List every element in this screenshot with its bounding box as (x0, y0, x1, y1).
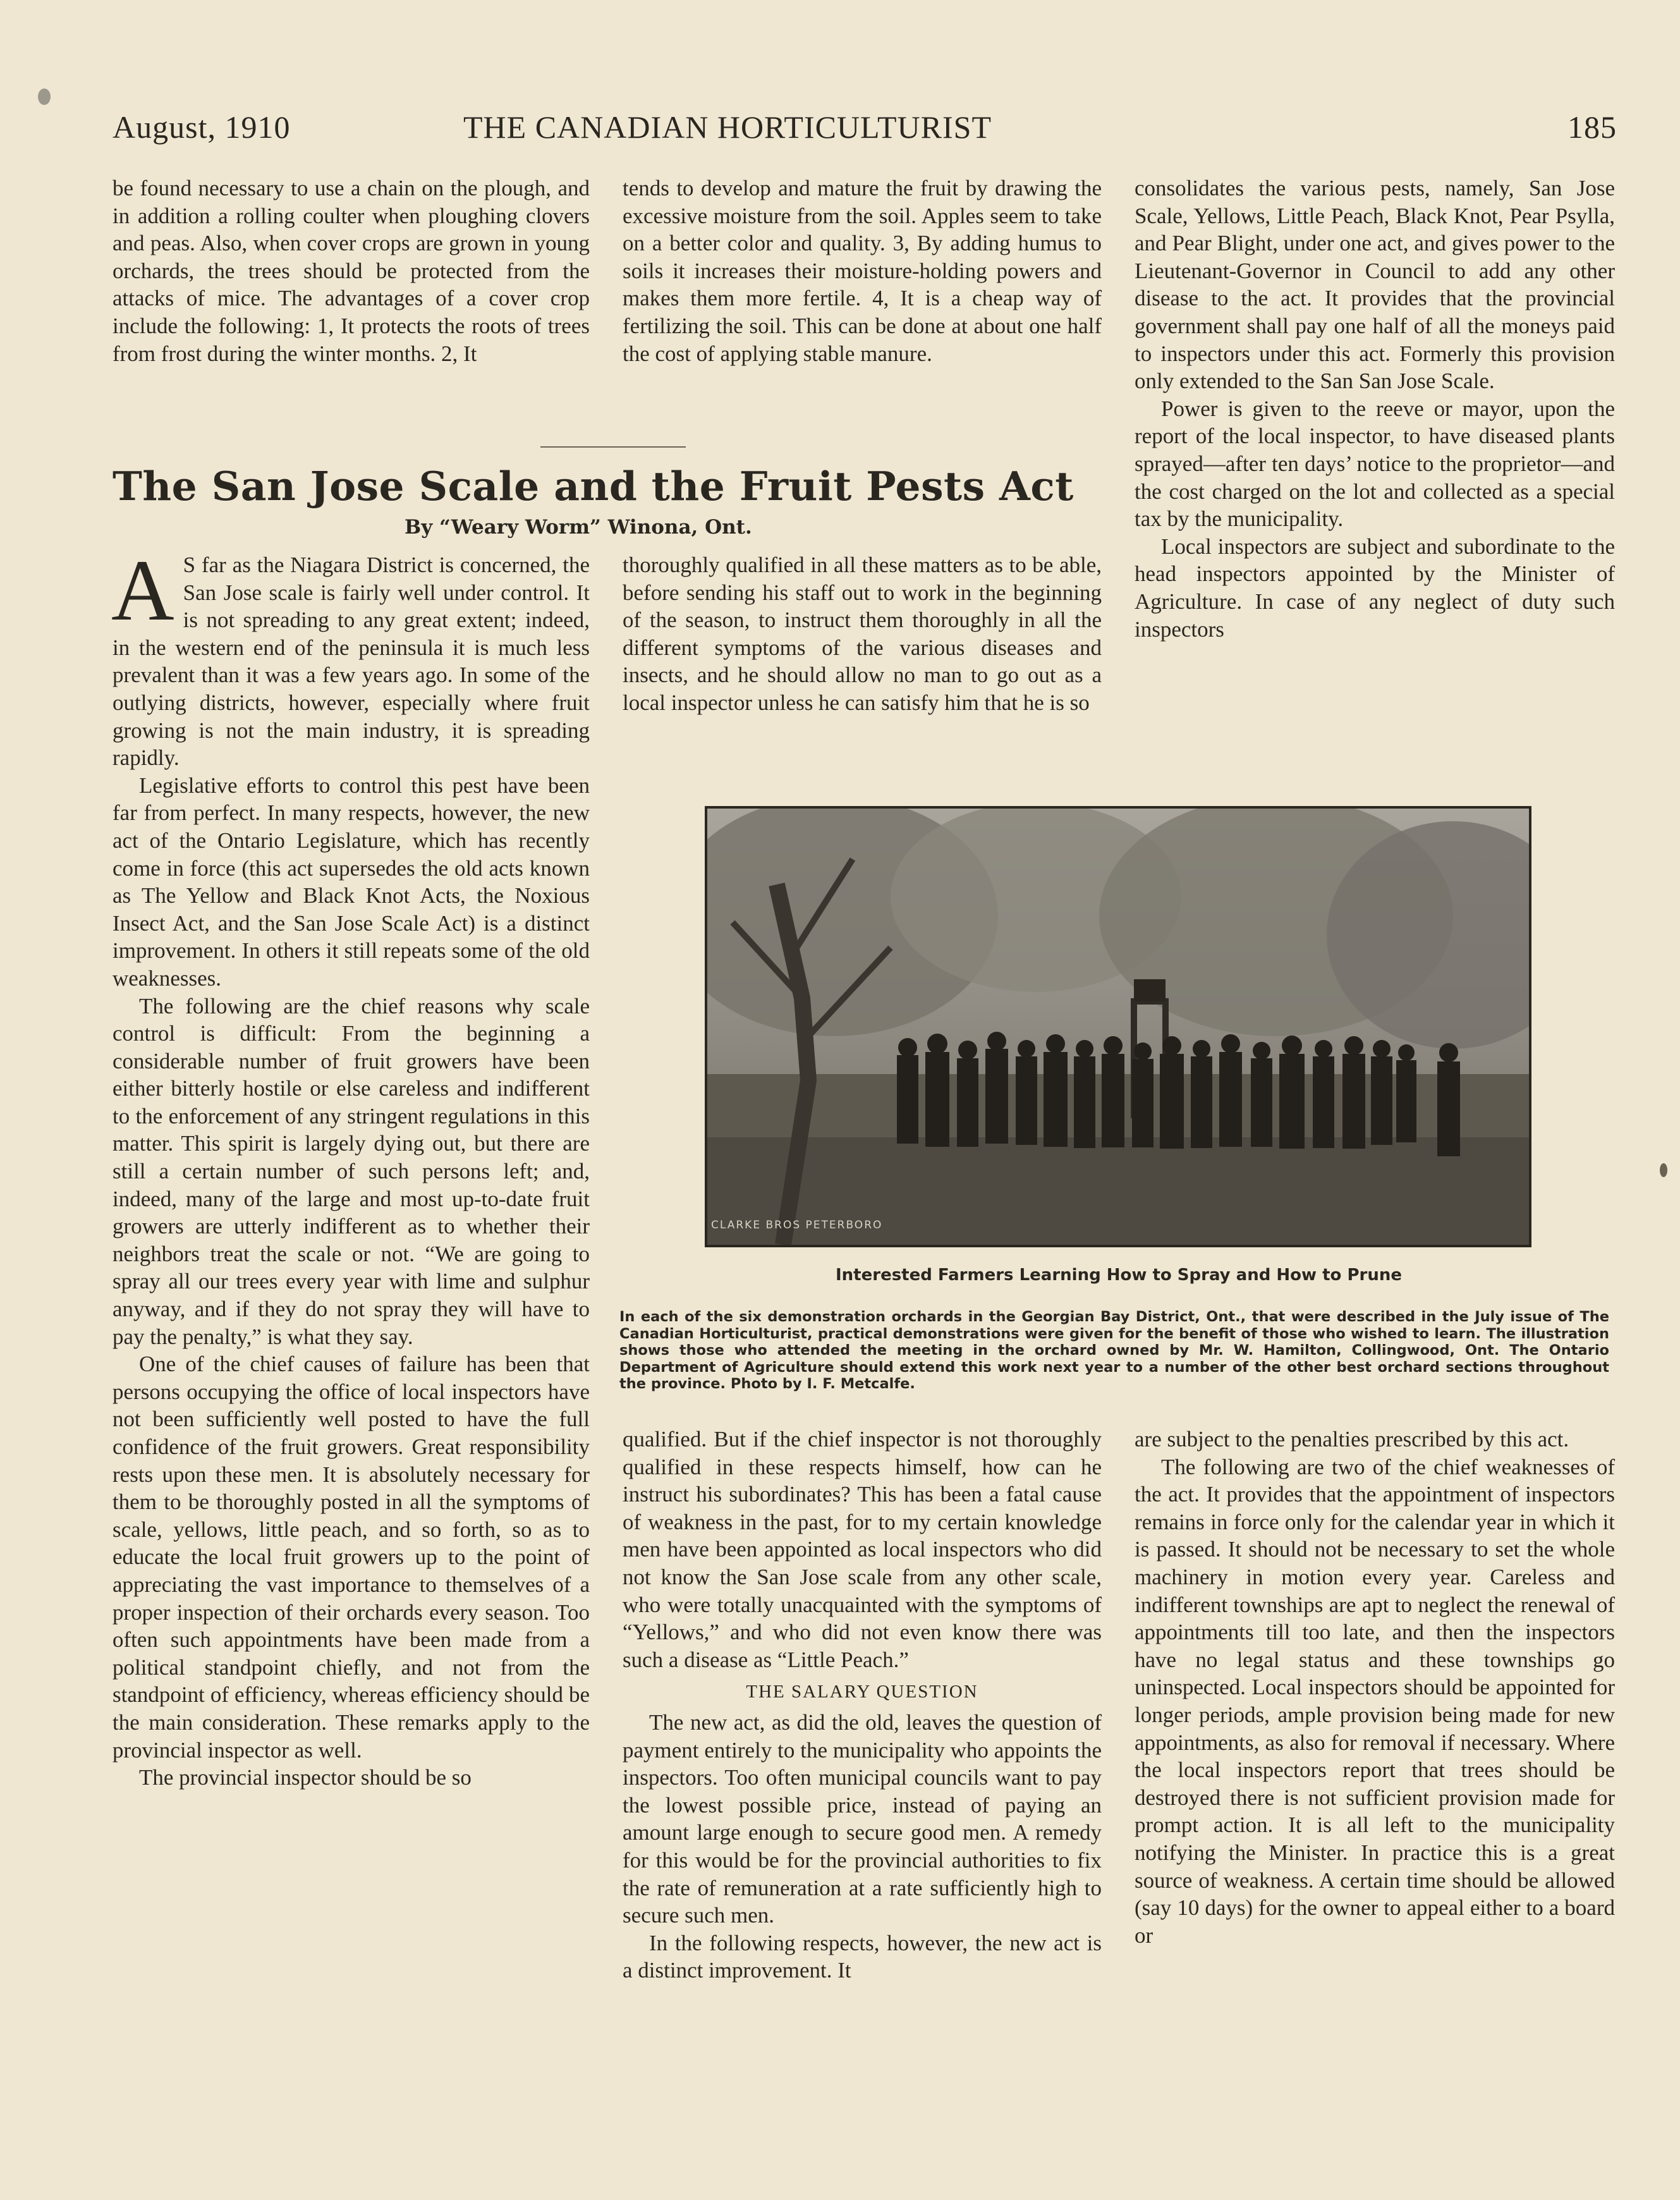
publication-title: THE CANADIAN HORTICULTURIST (463, 109, 992, 145)
article-title: The San Jose Scale and the Fruit Pests Act (113, 463, 1074, 510)
paragraph: The following are the chief reasons why scale control is difficult: From the beginning a considerable number of fruit growers have been either bitterly hostile or else careless and indifferent to the enforcement of any stringent regulations in this matter. This spirit is largely dying out, but there are still a certain number of such persons left; and, indeed, many of the large and most up-to-date fruit growers are utterly indifferent as to whether their neighbors treat the scale or not. “We are going to spray all our trees every year with lime and sulphur anyway, and if they do not spray they will have to pay the penalty,” is what they say. (113, 993, 590, 1349)
issue-date: August, 1910 (113, 109, 291, 145)
figure-caption-text: In each of the six demonstration orchards in the Georgian Bay District, Ont., that were described in the July issue of The Canadian Horticulturist, practical demonstrations were given for the benefit of those who wished to learn. The illustration shows those who attended the meeting in the orchard owned by Mr. W. Hamilton, Collingwood, Ont. The Ontario Department of Agriculture should extend this work next year to a number of the other best orchard sections throughout the province. Photo by I. F. Metcalfe. (619, 1309, 1609, 1392)
paragraph: The following are two of the chief weaknesses of the act. It provides that the appointment of inspectors remains in force only for the calendar year in which it is passed. It should not be necessary to set the whole machinery in motion every year. Careless and indifferent townships are apt to neglect the renewal of appointments till too late, and then the inspectors have no legal status and these townships go uninspected. Local inspectors should be appointed for longer periods, ample provision being made for new appointments, as also for removal if necessary. Where the local inspectors report that trees should be destroyed there is not sufficient provision made for prompt action. It is all left to the municipality notifying the Minister. In practice this is a great source of weakness. A certain time should be allowed (say 10 days) for the owner to appeal either to a board or (1135, 1454, 1615, 1948)
article-column-left (111, 542, 590, 1792)
figure-caption-title: Interested Farmers Learning How to Spray and How to Prune (836, 1266, 1402, 1285)
paragraph: be found necessary to use a chain on the plough, and in addition a rolling coulter when ploughing clovers and peas. Also, when cover crops are grown in young orchards, the trees should be protected from the attacks of mice. The advantages of a cover crop include the following: 1, It protects the roots of trees from frost during the winter months. 2, It (113, 176, 590, 366)
orchard-photograph (705, 806, 1531, 1247)
photographer-mark: CLARKE BROS PETERBORO (711, 1219, 883, 1231)
paragraph: Power is given to the reeve or mayor, upon the report of the local inspector, to have diseased plants sprayed—after ten days’ notice to the proprietor—and the cost charged on the lot and collected as a special tax by the municipality. (1135, 396, 1615, 532)
article-column-middle-bottom (623, 1426, 1102, 1984)
paragraph: tends to develop and mature the fruit by drawing the excessive moisture from the soil. Apples seem to take on a better color and quality. 3, By adding humus to soils it increases their moisture-holding powers and makes them more fertile. 4, It is a cheap way of fertilizing the soil. This can be done at about one half the cost of applying stable manure. (623, 176, 1102, 366)
page-number: 185 (1567, 109, 1617, 145)
paragraph: thoroughly qualified in all these matters as to be able, before sending his staff out to work in the beginning of the season, to instruct them thoroughly in all the different symptoms of the various diseases and insects, and he should allow no man to go out as a local inspector unless he can satisfy him that he is so (623, 553, 1102, 715)
paragraph-opening: A S far as the Niagara District is concerned, the San Jose scale is fairly well under control. It is not spreading to any great extent; indeed, in the western end of the peninsula it is much less prevalent than it was a few years ago. In some of the outlying districts, however, especially where fruit growing is not the main industry, it is spreading rapidly. (111, 542, 590, 771)
top-column-2 (623, 174, 1102, 367)
section-rule (540, 446, 686, 448)
article-column-right-bottom (1135, 1426, 1615, 1949)
running-header (113, 109, 1617, 153)
paragraph: qualified. But if the chief inspector is not thoroughly qualified in these respects himself, how can he instruct his subordinates? This has been a fatal cause of weakness in the past, for to my certain knowledge men have been appointed as local inspectors who did not know the San Jose scale from any other scale, who were totally unacquainted with the symptoms of “Yellows,” and who did not even know there was such a disease as “Little Peach.” (623, 1427, 1102, 1672)
right-column-top (1135, 174, 1615, 643)
drop-cap: A (111, 542, 174, 639)
paragraph: Legislative efforts to control this pest have been far from perfect. In many respects, however, the new act of the Ontario Legislature, which has recently come in force (this act supersedes the old acts known as The Yellow and Black Knot Acts, the Noxious Insect Act, and the San Jose Scale Act) is a distinct improvement. In others it still repeats some of the old weaknesses. (113, 773, 590, 991)
paragraph: consolidates the various pests, namely, San Jose Scale, Yellows, Little Peach, Black Knot, Pear Psylla, and Pear Blight, under one act, and gives power to the Lieutenant-Governor in Council to add any other disease to the act. It provides that the provincial government shall pay one half of all the moneys paid to inspectors under this act. Formerly this provision only extended to the San San Jose Scale. (1135, 176, 1615, 394)
page-speck (38, 89, 51, 105)
paragraph: One of the chief causes of failure has been that persons occupying the office of local inspectors have not been sufficiently well posted to have the full confidence of the fruit growers. Great responsibility rests upon these men. It is absolutely necessary for them to be thoroughly posted in all the symptoms of scale, yellows, little peach, and so forth, so as to educate the local fruit growers up to the point of appreciating the vast importance to themselves of a proper inspection of their orchards every season. Too often such appointments have been made from a political standpoint chiefly, and not from the standpoint of efficiency, whereas efficiency should be the main consideration. These remarks apply to the provincial inspector as well. (113, 1352, 590, 1763)
photo-illustration (707, 809, 1529, 1245)
paragraph: The provincial inspector should be so (139, 1765, 472, 1790)
paragraph: Local inspectors are subject and subordinate to the head inspectors appointed by the Minister of Agriculture. In case of any neglect of duty such inspectors (1135, 534, 1615, 642)
paragraph: The new act, as did the old, leaves the question of payment entirely to the municipality who appoints the inspectors. Too often municipal councils want to pay the lowest possible price, instead of paying an amount large enough to secure good men. A remedy for this would be for the provincial authorities to fix the rate of remuneration at a rate sufficiently high to secure such men. (623, 1709, 1102, 1928)
paragraph: In the following respects, however, the new act is a distinct improvement. It (623, 1930, 1102, 1983)
page-speck (1660, 1163, 1667, 1177)
article-column-middle-top (623, 551, 1102, 717)
section-subhead: THE SALARY QUESTION (746, 1682, 978, 1702)
top-column-1 (113, 174, 590, 367)
paragraph: are subject to the penalties prescribed by this act. (1135, 1427, 1569, 1451)
article-byline: By “Weary Worm” Winona, Ont. (405, 516, 752, 539)
